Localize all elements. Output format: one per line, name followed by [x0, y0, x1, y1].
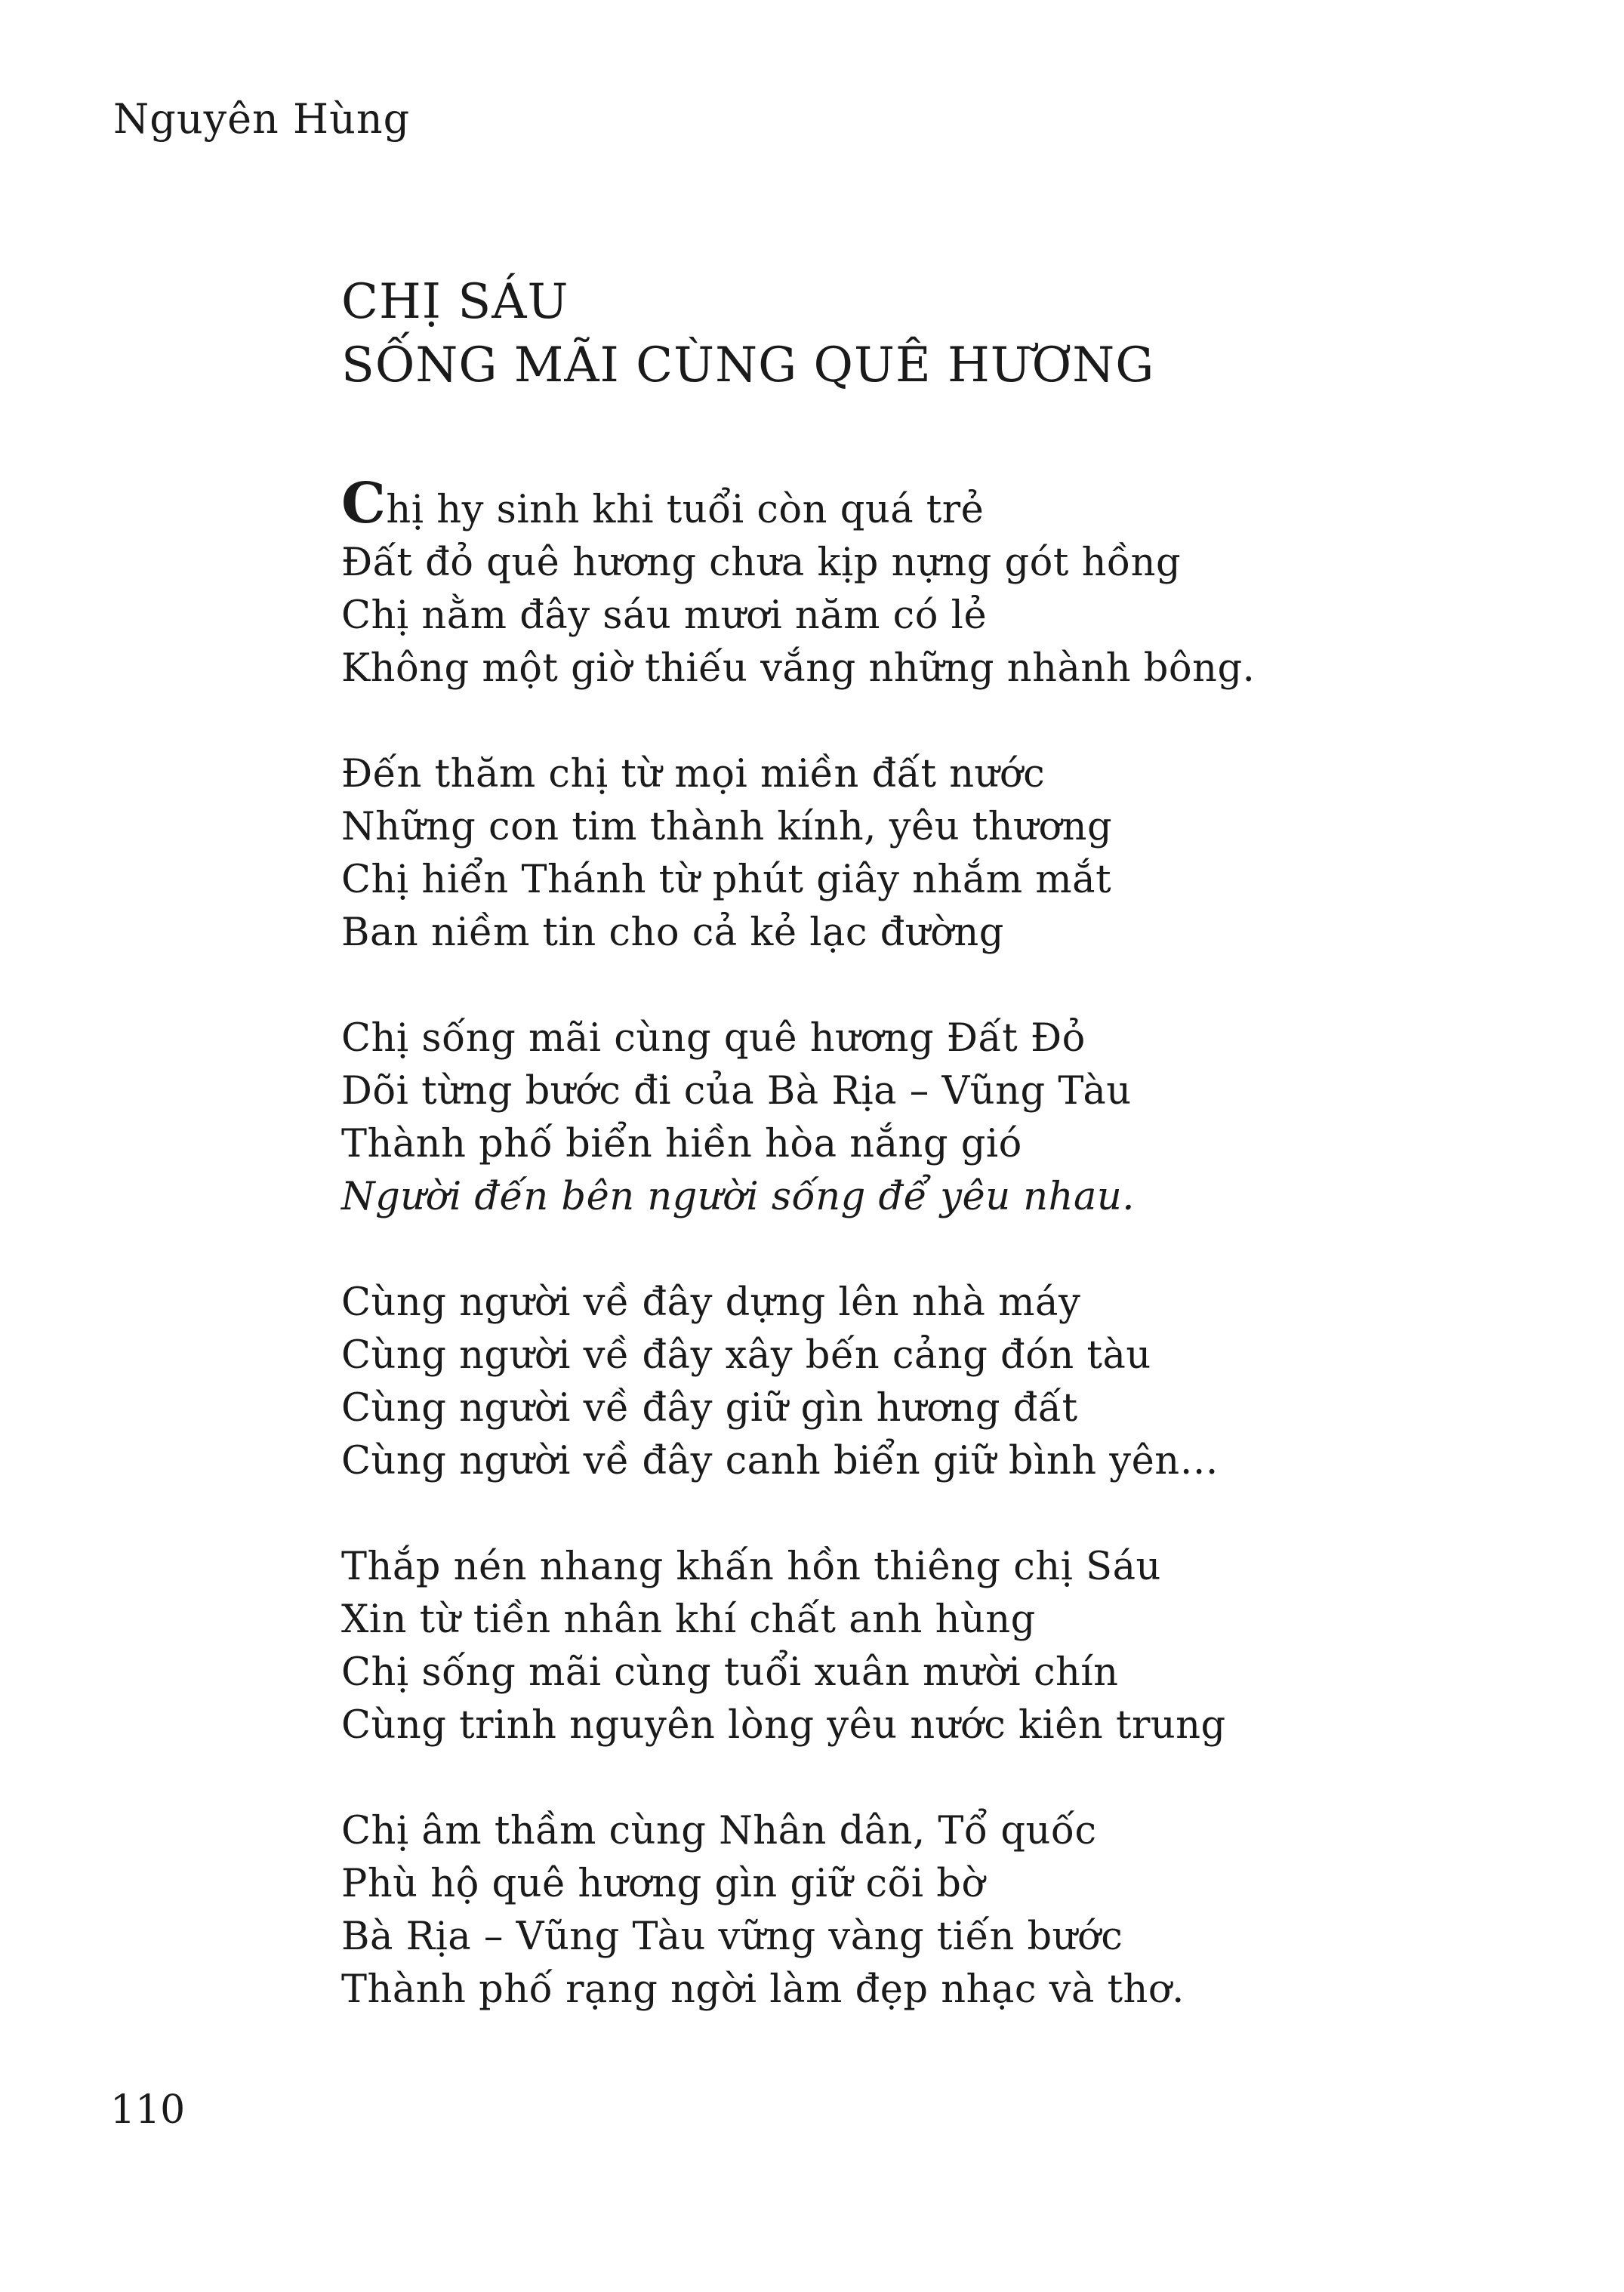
stanza-3 — [341, 1012, 1587, 1224]
stanza-4 — [341, 1277, 1587, 1488]
poem-line: Những con tim thành kính, yêu thương — [341, 805, 1113, 849]
poem-line — [341, 471, 1587, 537]
poem-line: Chị âm thầm cùng Nhân dân, Tổ quốc — [341, 1809, 1097, 1853]
stanza-2 — [341, 748, 1587, 960]
poem-line: Xin từ tiền nhân khí chất anh hùng — [341, 1597, 1036, 1642]
poem-line: Thành phố biển hiền hòa nắng gió — [341, 1122, 1022, 1166]
poem-line: Bà Rịa – Vũng Tàu vững vàng tiến bước — [341, 1915, 1123, 1959]
poem-line: Chị hiển Thánh từ phút giây nhắm mắt — [341, 858, 1112, 902]
stanza-5 — [341, 1541, 1587, 1752]
poem-line: Chị nằm đây sáu mươi năm có lẻ — [341, 593, 988, 638]
poem-line-text: hị hy sinh khi tuổi còn quá trẻ — [386, 488, 985, 532]
stanza-1 — [341, 471, 1587, 695]
poem-line: Cùng người về đây xây bến cảng đón tàu — [341, 1333, 1151, 1378]
stanza-6 — [341, 1805, 1587, 2016]
poem-line: Đất đỏ quê hương chưa kịp nựng gót hồng — [341, 541, 1182, 585]
poem-line: Chị sống mãi cùng tuổi xuân mười chín — [341, 1650, 1119, 1695]
poem-line: Phù hộ quê hương gìn giữ cõi bờ — [341, 1862, 985, 1906]
poem-line: Dõi từng bước đi của Bà Rịa – Vũng Tàu — [341, 1069, 1132, 1114]
poem-title-line-2: SỐNG MÃI CÙNG QUÊ HƯƠNG — [341, 337, 1155, 393]
poem-title-line-1: CHỊ SÁU — [341, 274, 569, 330]
poem-title — [341, 270, 1549, 397]
running-header-author: Nguyên Hùng — [113, 95, 411, 143]
poem-line: Cùng trinh nguyên lòng yêu nước kiên trung — [341, 1703, 1226, 1748]
poem-line: Cùng người về đây canh biển giữ bình yên… — [341, 1439, 1219, 1483]
poem-line: Cùng người về đây giữ gìn hương đất — [341, 1386, 1078, 1431]
poem-line: Đến thăm chị từ mọi miền đất nước — [341, 752, 1046, 796]
poem-line: Không một giờ thiếu vắng những nhành bông. — [341, 646, 1256, 691]
drop-cap: C — [341, 471, 387, 536]
poem-line: Cùng người về đây dựng lên nhà máy — [341, 1280, 1081, 1325]
poem-line: Thành phố rạng ngời làm đẹp nhạc và thơ. — [341, 1967, 1185, 2012]
poem-body — [341, 471, 1587, 2069]
poem-line: Thắp nén nhang khấn hồn thiêng chị Sáu — [341, 1545, 1161, 1589]
poem-line-italic: Người đến bên người sống để yêu nhau. — [341, 1175, 1135, 1219]
poem-line: Chị sống mãi cùng quê hương Đất Đỏ — [341, 1016, 1086, 1061]
poem-line: Ban niềm tin cho cả kẻ lạc đường — [341, 910, 1004, 955]
page-number: 110 — [110, 2087, 186, 2133]
